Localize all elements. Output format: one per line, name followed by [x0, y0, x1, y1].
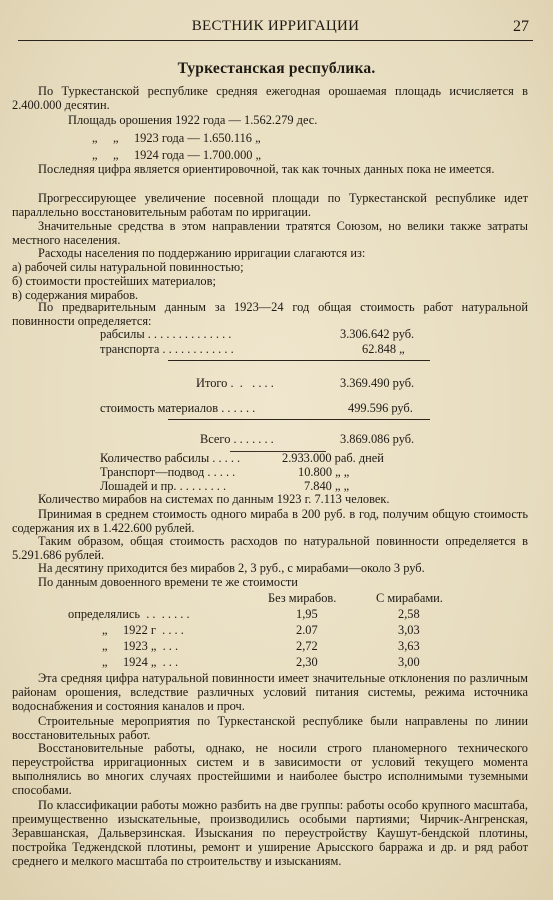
table-row-1-label: определялись . . . . . . .	[68, 607, 190, 621]
cost-rabsily-label: рабсилы . . . . . . . . . . . . . .	[100, 327, 232, 341]
materials-value: 499.596 руб.	[348, 401, 413, 415]
page-number: 27	[513, 18, 529, 35]
quantity-row-2-label: Транспорт—подвод . . . . .	[100, 465, 236, 479]
paragraph-4: Значительные средства в этом направлении тратятся Союзом, но велики также затраты местного населения.	[12, 219, 528, 247]
table-row-3-label: „ 1923 „ . . .	[102, 639, 179, 653]
table-header-col1: Без мирабов.	[268, 591, 337, 605]
table-row-3-v2: 3,63	[398, 639, 420, 653]
area-row-1: Площадь орошения 1922 года — 1.562.279 дес.	[68, 113, 318, 127]
paragraph-6: По предварительным данным за 1923—24 год общая стоимость работ натуральной повинности определяется:	[12, 300, 528, 328]
cost-transport-value: 62.848 „	[362, 342, 405, 356]
paragraph-13: Строительные мероприятия по Туркестанской республике были направлены по линии восстановительных работ.	[12, 714, 528, 742]
materials-label: стоимость материалов . . . . . .	[100, 401, 256, 415]
quantity-row-1-label: Количество рабсилы . . . . .	[100, 451, 241, 465]
section-title: Туркестанская республика.	[177, 60, 376, 77]
paragraph-9: Таким образом, общая стоимость расходов по натуральной повинности определяется в 5.291.686 рублей.	[12, 534, 528, 562]
table-row-2-label: „ 1922 г . . . .	[102, 623, 184, 637]
table-row-1-v1: 1,95	[296, 607, 318, 621]
sum-rule-1	[168, 360, 430, 361]
running-header	[18, 18, 533, 41]
table-row-4-v1: 2,30	[296, 655, 318, 669]
paragraph-1: По Туркестанской республике средняя ежегодная орошаемая площадь исчисляется в 2.400.000 десятин.	[12, 84, 528, 112]
table-row-4-label: „ 1924 „ . . .	[102, 655, 179, 669]
table-header-col2: С мирабами.	[376, 591, 443, 605]
table-row-3-v1: 2,72	[296, 639, 318, 653]
paragraph-5: Расходы населения по поддержанию ирригации слагаются из:	[38, 246, 366, 260]
itogo-value: 3.369.490 руб.	[340, 376, 415, 390]
paragraph-3: Прогрессирующее увеличение посевной площади по Туркестанской республике идет параллельно восстановительным работам по ирригации.	[12, 191, 528, 219]
itogo-label: Итого . . . . . .	[196, 376, 274, 390]
table-row-4-v2: 3,00	[398, 655, 420, 669]
table-row-2-v2: 3,03	[398, 623, 420, 637]
paragraph-15: По классификации работы можно разбить на две группы: работы особо крупного масштаба, преимущественно изыскательные, производились особыми партиями; Чирчик-Ангренская, Зеравшанская, Дальверзинская. Изыскания по переустройству Каушут-бендской плотины, постройка Теджендской плотины, ремонт и уширение Арысского барража и др. и ряд работ среднего и мелкого масштаба по строительству и изысканиям.	[12, 798, 528, 868]
table-row-2-v1: 2.07	[296, 623, 318, 637]
paragraph-14: Восстановительные работы, однако, не носили строго планомерного технического переустройства ирригационных систем и в зависимости от условий текущего момента выполнялись во многих случаях простейшими и наиболее быстро исполнимыми туземными способами.	[12, 741, 528, 797]
table-row-1-v2: 2,58	[398, 607, 420, 621]
total-label: Всего . . . . . . .	[200, 432, 274, 446]
list-item-b: б) стоимости простейших материалов;	[12, 274, 216, 288]
journal-title: ВЕСТНИК ИРРИГАЦИИ	[191, 18, 360, 34]
paragraph-11: По данным довоенного времени те же стоимости	[38, 575, 298, 589]
list-item-a: а) рабочей силы натуральной повинностью;	[12, 260, 244, 274]
cost-transport-label: транспорта . . . . . . . . . . . .	[100, 342, 234, 356]
cost-rabsily-value: 3.306.642 руб.	[340, 327, 415, 341]
quantity-row-2-value: 10.800 „ „	[298, 465, 350, 479]
paragraph-10: На десятину приходится без мирабов 2, 3 руб., с мирабами—около 3 руб.	[38, 561, 425, 575]
quantity-row-3-value: 7.840 „ „	[304, 479, 350, 493]
paragraph-2: Последняя цифра является ориентировочной, так как точных данных пока не имеется.	[38, 162, 495, 176]
paragraph-7: Количество мирабов на системах по данным 1923 г. 7.113 человек.	[38, 492, 390, 506]
quantity-row-1-value: 2.933.000 раб. дней	[282, 451, 384, 465]
area-row-2: „ „ 1923 года — 1.650.116 „	[92, 131, 261, 145]
paragraph-8: Принимая в среднем стоимость одного мираба в 200 руб. в год, получим общую стоимость содержания их в 1.422.600 рублей.	[12, 507, 528, 535]
sum-rule-2	[168, 419, 430, 420]
list-item-c: в) содержания мирабов.	[12, 288, 139, 302]
total-value: 3.869.086 руб.	[340, 432, 415, 446]
paragraph-12: Эта средняя цифра натуральной повинности имеет значительные отклонения по различным районам орошения, вследствие различных условий питания системы, режима источника водоснабжения и состояния каналов и проч.	[12, 671, 528, 713]
quantity-row-3-label: Лошадей и пр. . . . . . . . .	[100, 479, 227, 493]
area-row-3: „ „ 1924 года — 1.700.000 „	[92, 148, 262, 162]
